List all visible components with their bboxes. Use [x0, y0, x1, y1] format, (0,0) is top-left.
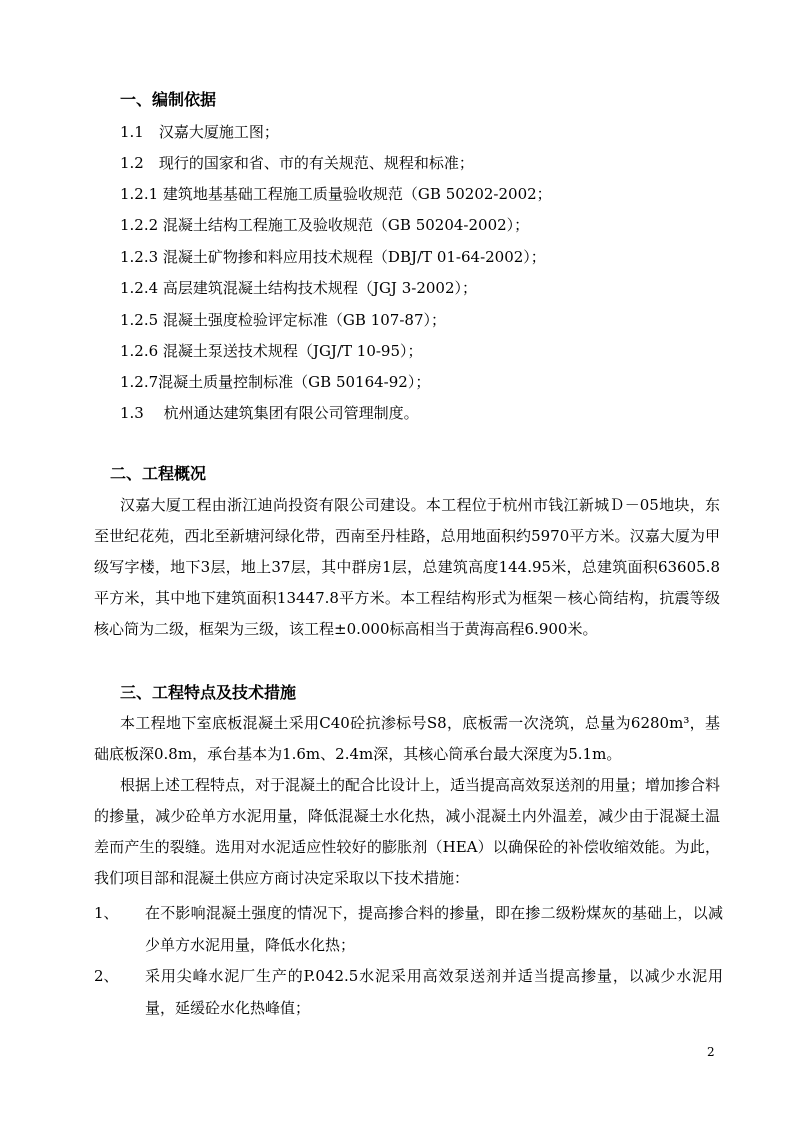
- section-3-heading: 三、工程特点及技术措施: [120, 683, 297, 702]
- measure-number: 1、: [94, 904, 119, 922]
- section-2-heading: 二、工程概况: [110, 464, 207, 483]
- reference-item: 1.3 杭州通达建筑集团有限公司管理制度。: [120, 404, 419, 422]
- reference-item: 1.1 汉嘉大厦施工图；: [120, 123, 279, 141]
- reference-item: 1.2.4 高层建筑混凝土结构技术规程（JGJ 3-2002）；: [120, 279, 477, 297]
- measure-text: 采用尖峰水泥厂生产的P.042.5水泥采用高效泵送剂并适当提高掺量，以减少水泥用量，延缓砼水化热峰值；: [145, 967, 723, 1017]
- reference-item: 1.2.5 混凝土强度检验评定标准（GB 107-87）；: [120, 311, 446, 329]
- reference-item: 1.2 现行的国家和省、市的有关规范、规程和标准；: [120, 154, 474, 172]
- measure-text: 在不影响混凝土强度的情况下，提高掺合料的掺量，即在掺二级粉煤灰的基础上，以减少单方水泥用量，降低水化热；: [145, 904, 723, 954]
- reference-item: 1.2.3 混凝土矿物掺和料应用技术规程（DBJ/T 01-64-2002）；: [120, 248, 546, 266]
- features-paragraph: 本工程地下室底板混凝土采用C40砼抗渗标号S8，底板需一次浇筑，总量为6280m³，基础底板深0.8m，承台基本为1.6m、2.4m深，其核心筒承台最大深度为5.1m。: [94, 714, 720, 763]
- reference-item: 1.2.1 建筑地基基础工程施工质量验收规范（GB 50202-2002；: [120, 185, 552, 203]
- measures-intro-paragraph: 根据上述工程特点，对于混凝土的配合比设计上，适当提高高效泵送剂的用量；增加掺合料的掺量，减少砼单方水泥用量，降低混凝土水化热，减小混凝土内外温差，减少由于混凝土温差而产生的裂缝。选用对水泥适应性较好的膨胀剂（HEA）以确保砼的补偿收缩效能。为此，我们项目部和混凝土供应方商讨决定采取以下技术措施：: [94, 776, 721, 887]
- reference-item: 1.2.7混凝土质量控制标准（GB 50164-92）；: [120, 373, 431, 391]
- reference-item: 1.2.6 混凝土泵送技术规程（JGJ/T 10-95）；: [120, 342, 423, 360]
- section-1-heading: 一、编制依据: [120, 90, 217, 109]
- page-number: 2: [707, 1045, 715, 1059]
- project-overview-paragraph: 汉嘉大厦工程由浙江迪尚投资有限公司建设。本工程位于杭州市钱江新城Ｄ－05地块，东至世纪花苑，西北至新塘河绿化带，西南至丹桂路，总用地面积约5970平方米。汉嘉大厦为甲级写字楼，地下3层，地上37层，其中群房1层，总建筑高度144.95米，总建筑面积63605.8平方米，其中地下建筑面积13447.8平方米。本工程结构形式为框架－核心筒结构，抗震等级核心筒为二级，框架为三级，该工程±0.000标高相当于黄海高程6.900米。: [94, 496, 720, 638]
- measure-number: 2、: [94, 967, 119, 985]
- reference-item: 1.2.2 混凝土结构工程施工及验收规范（GB 50204-2002）；: [120, 216, 530, 234]
